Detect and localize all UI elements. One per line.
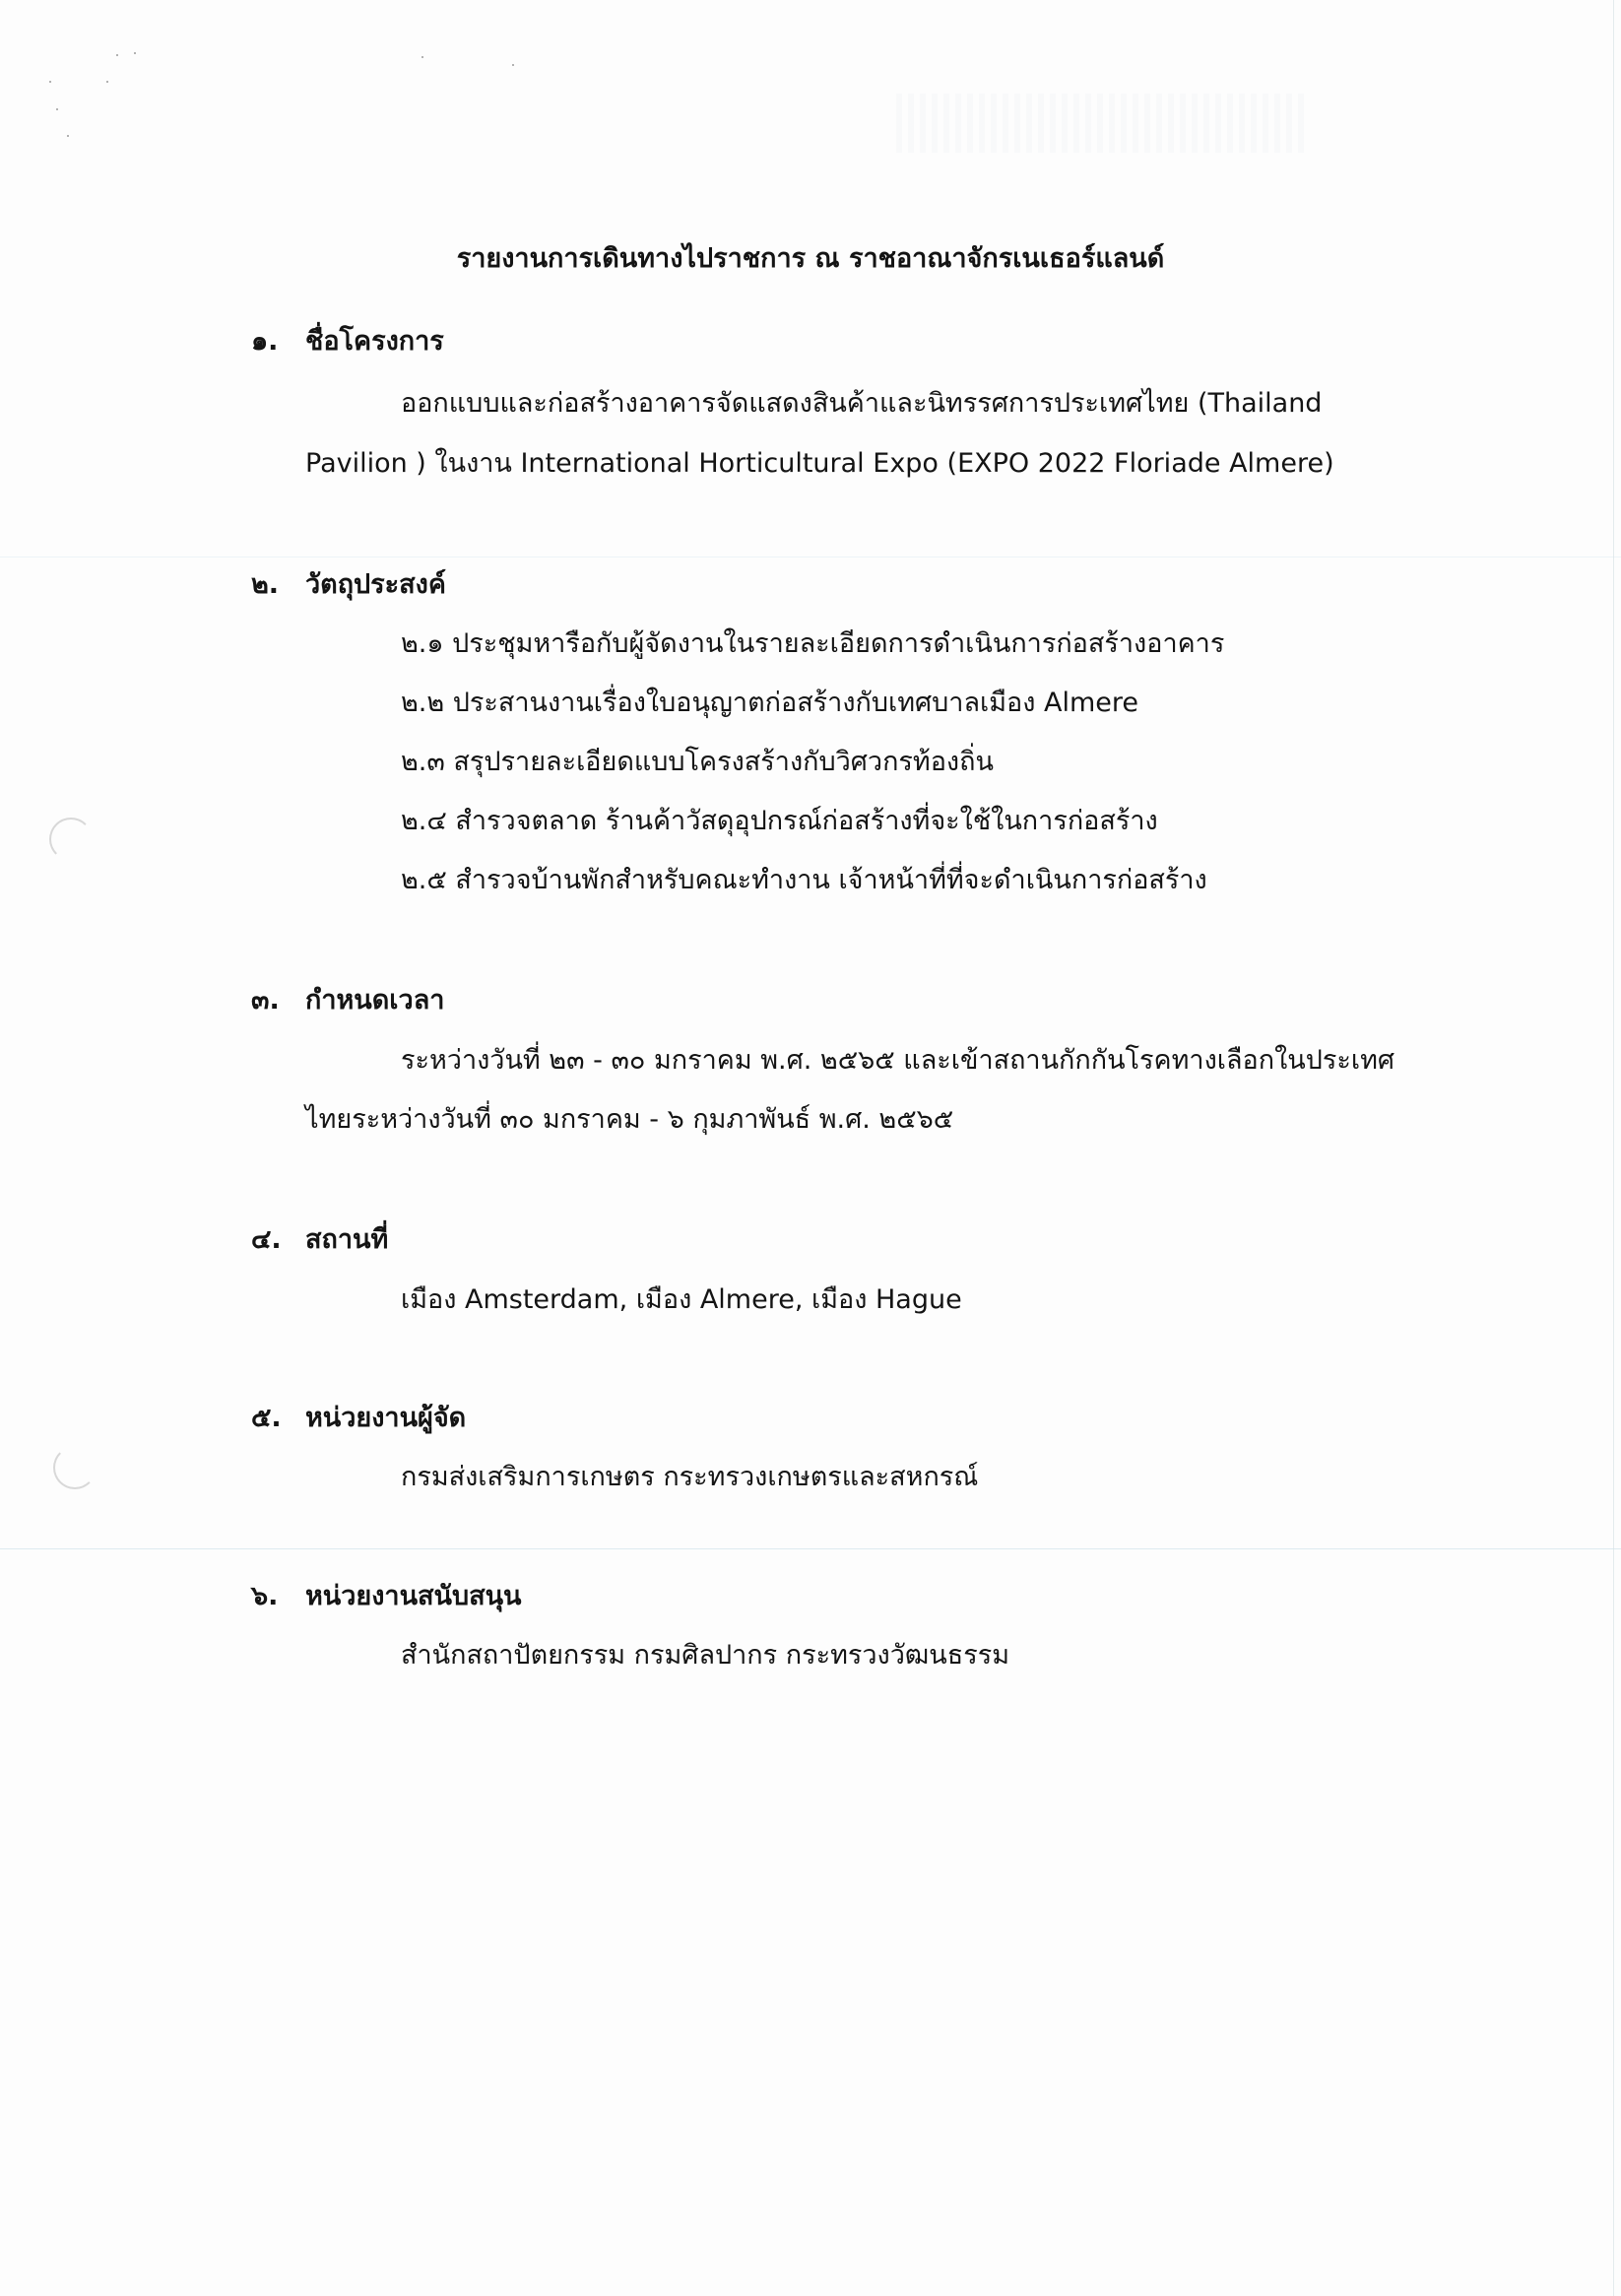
section-heading	[251, 319, 444, 361]
scan-line	[0, 1548, 1621, 1549]
section-title: หน่วยงานสนับสนุน	[305, 1581, 522, 1611]
section-number: ๑.	[251, 326, 279, 357]
scan-dust	[106, 81, 108, 83]
paragraph-line: Pavilion ) ในงาน International Horticultural Expo (EXPO 2022 Floriade Almere)	[305, 448, 1334, 479]
scan-dust	[56, 108, 58, 110]
section-heading	[251, 1217, 388, 1260]
list-item: ๒.๒ ประสานงานเรื่องใบอนุญาตก่อสร้างกับเทศบาลเมือง Almere	[401, 688, 1139, 718]
section-number: ๖.	[251, 1581, 279, 1611]
paragraph-line: สำนักสถาปัตยกรรม กรมศิลปากร กระทรวงวัฒนธรรม	[401, 1640, 1010, 1671]
section-title: กำหนดเวลา	[305, 985, 445, 1016]
scan-dust	[49, 81, 51, 83]
scan-dust	[116, 54, 118, 56]
list-item: ๒.๔ สำรวจตลาด ร้านค้าวัสดุอุปกรณ์ก่อสร้างที่จะใช้ในการก่อสร้าง	[401, 806, 1158, 836]
section-title: หน่วยงานผู้จัด	[305, 1403, 467, 1433]
scan-dust	[67, 135, 69, 137]
section-heading	[251, 978, 444, 1020]
scan-edge-line	[1613, 0, 1614, 2296]
paragraph-line: กรมส่งเสริมการเกษตร กระทรวงเกษตรและสหกรณ์	[401, 1462, 979, 1492]
section-title: วัตถุประสงค์	[305, 569, 446, 600]
list-item: ๒.๕ สำรวจบ้านพักสำหรับคณะทำงาน เจ้าหน้าที่ที่จะดำเนินการก่อสร้าง	[401, 865, 1207, 895]
list-item: ๒.๓ สรุปรายละเอียดแบบโครงสร้างกับวิศวกรท้องถิ่น	[401, 747, 994, 777]
section-heading	[251, 1396, 466, 1438]
section-title: สถานที่	[305, 1224, 389, 1255]
section-number: ๕.	[251, 1403, 282, 1433]
scan-dust	[421, 56, 423, 58]
punch-hole-mark	[49, 818, 93, 861]
scan-smudge	[896, 94, 1310, 153]
paragraph-line: ระหว่างวันที่ ๒๓ - ๓๐ มกราคม พ.ศ. ๒๕๖๕ และเข้าสถานกักกันโรคทางเลือกในประเทศ	[401, 1045, 1395, 1076]
punch-hole-mark	[53, 1446, 97, 1489]
section-title: ชื่อโครงการ	[305, 326, 444, 357]
section-heading	[251, 562, 446, 605]
paragraph-line: ไทยระหว่างวันที่ ๓๐ มกราคม - ๖ กุมภาพันธ์ พ.ศ. ๒๕๖๕	[305, 1104, 954, 1135]
paragraph-line: เมือง Amsterdam, เมือง Almere, เมือง Hague	[401, 1284, 962, 1315]
paragraph-line: ออกแบบและก่อสร้างอาคารจัดแสดงสินค้าและนิทรรศการประเทศไทย (Thailand	[401, 388, 1323, 419]
scan-dust	[512, 64, 514, 66]
scan-dust	[134, 52, 136, 54]
list-item: ๒.๑ ประชุมหารือกับผู้จัดงานในรายละเอียดการดำเนินการก่อสร้างอาคาร	[401, 628, 1225, 659]
section-number: ๓.	[251, 985, 280, 1016]
document-title: รายงานการเดินทางไปราชการ ณ ราชอาณาจักรเนเธอร์แลนด์	[456, 243, 1165, 274]
section-number: ๒.	[251, 569, 280, 600]
section-number: ๔.	[251, 1224, 282, 1255]
scan-line	[0, 557, 1621, 558]
section-heading	[251, 1574, 522, 1616]
